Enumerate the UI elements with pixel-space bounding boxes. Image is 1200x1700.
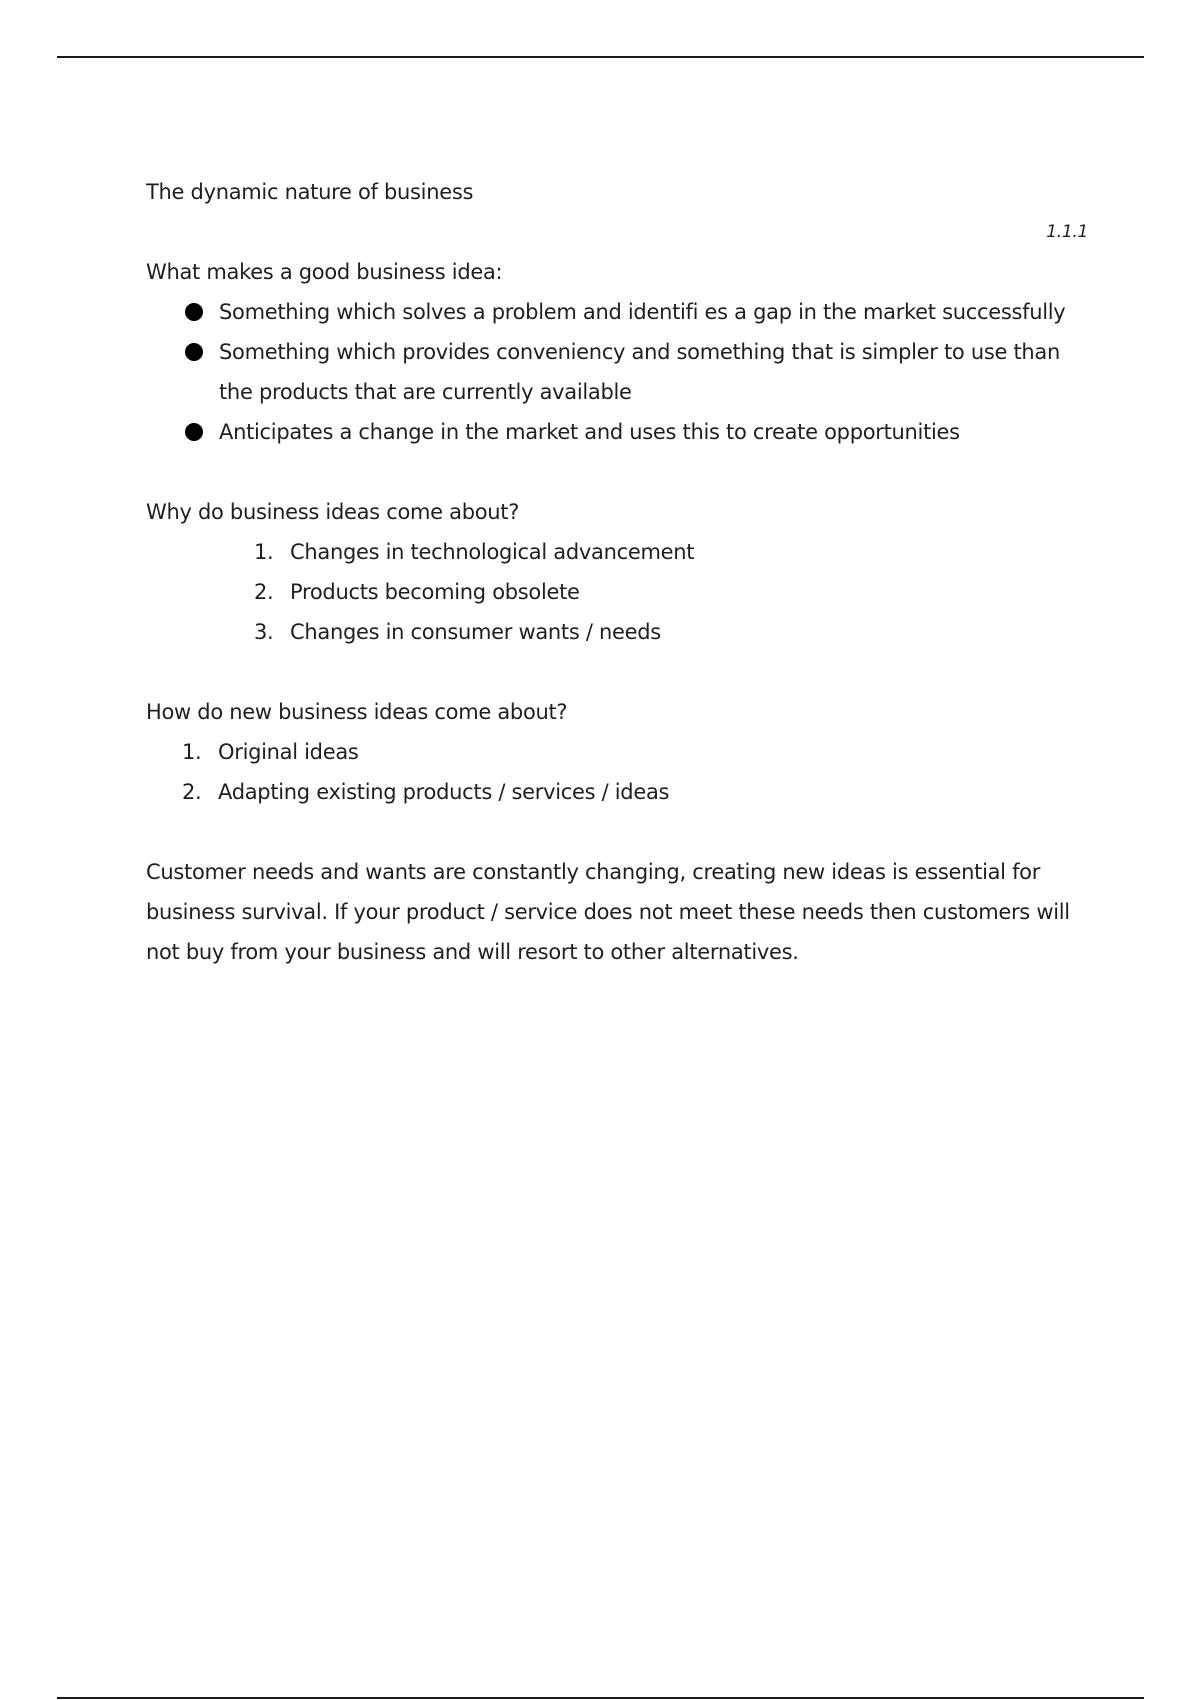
list-item-text: Changes in consumer wants / needs	[290, 620, 661, 644]
document-body	[146, 172, 1096, 972]
list-item-text: Adapting existing products / services / ideas	[218, 780, 670, 804]
bullet-icon	[185, 343, 203, 361]
list-item-text: Original ideas	[218, 740, 359, 764]
list-number: 1.	[254, 540, 274, 564]
list-item	[254, 612, 1096, 652]
top-divider	[57, 56, 1144, 58]
list-item	[185, 412, 1096, 452]
bullet-icon	[185, 423, 203, 441]
list-item-text: Something which solves a problem and identifi es a gap in the market successfully	[219, 300, 1066, 324]
list-number: 1.	[182, 740, 202, 764]
list-item-text: Products becoming obsolete	[290, 580, 580, 604]
list-number: 2.	[254, 580, 274, 604]
conclusion-paragraph: Customer needs and wants are constantly changing, creating new ideas is essential for business survival. If your product / service does not meet these needs then customers will not buy from your business and will resort to other alternatives.	[146, 860, 1070, 964]
list-item	[182, 772, 1096, 812]
bullet-icon	[185, 303, 203, 321]
list-item-text: Changes in technological advancement	[290, 540, 695, 564]
list-number: 2.	[182, 780, 202, 804]
section-reference: 1.1.1	[1046, 222, 1088, 242]
good-idea-heading: What makes a good business idea:	[146, 260, 503, 284]
list-item	[254, 532, 1096, 572]
list-item-text: Something which provides conveniency and something that is simpler to use than the products that are currently available	[219, 340, 1061, 404]
bottom-divider	[57, 1697, 1144, 1699]
why-ideas-heading: Why do business ideas come about?	[146, 500, 520, 524]
list-item	[182, 732, 1096, 772]
page-title: The dynamic nature of business	[146, 180, 474, 204]
list-item	[254, 572, 1096, 612]
why-ideas-list	[146, 532, 1096, 652]
list-item	[185, 332, 1096, 412]
good-idea-list	[146, 292, 1096, 452]
list-item-text: Anticipates a change in the market and uses this to create opportunities	[219, 420, 960, 444]
how-ideas-list	[146, 732, 1096, 812]
list-number: 3.	[254, 620, 274, 644]
how-ideas-heading: How do new business ideas come about?	[146, 700, 568, 724]
list-item	[185, 292, 1096, 332]
